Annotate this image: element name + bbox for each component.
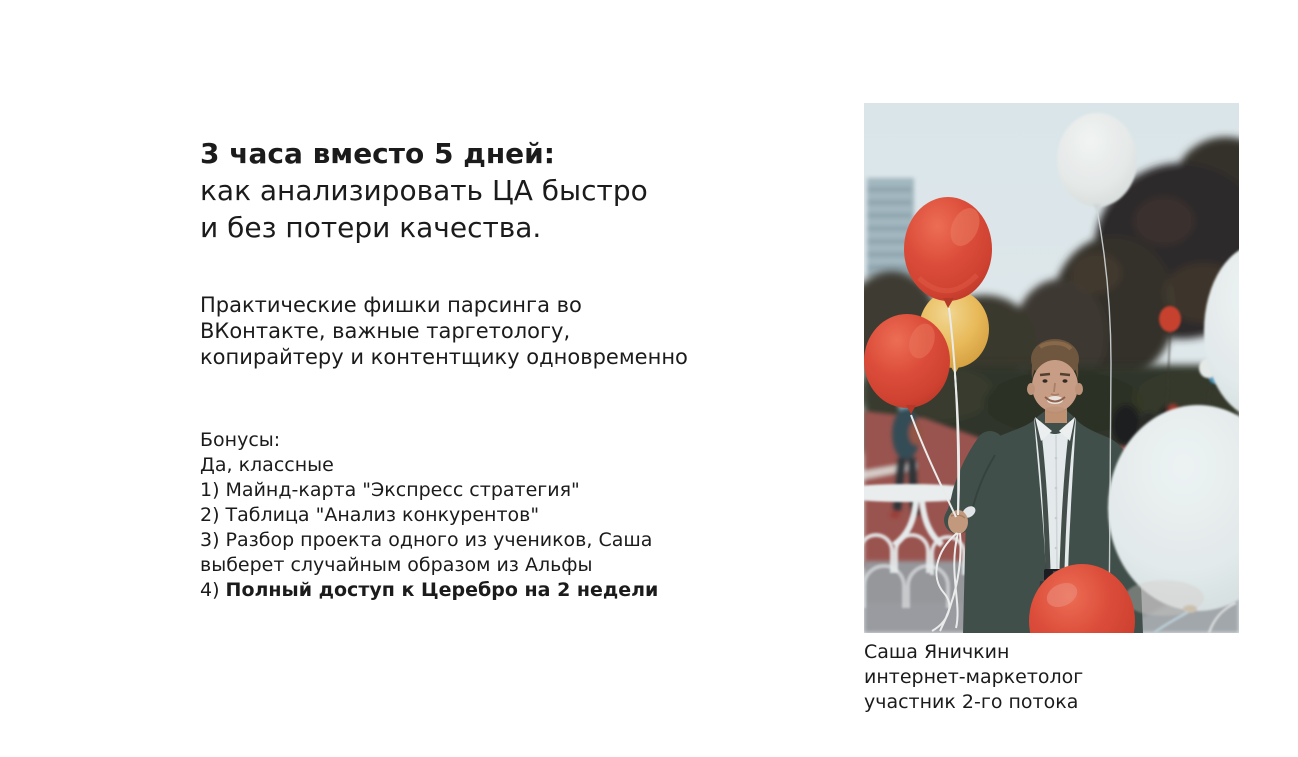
- bonus-subtitle: Да, классные: [200, 454, 334, 476]
- photo-illustration: [864, 103, 1239, 633]
- caption-name: Саша Яничкин: [864, 641, 1010, 663]
- photo-caption: [864, 640, 1083, 715]
- caption-cohort: участник 2-го потока: [864, 691, 1079, 713]
- bonus-item-4-bold: Полный доступ к Церебро на 2 недели: [225, 579, 659, 601]
- headline-line2: как анализировать ЦА быстро: [200, 174, 648, 207]
- photo-tint: [864, 103, 1239, 633]
- bonus-item-4-prefix: 4): [200, 579, 226, 601]
- bonus-item-2: 2) Таблица "Анализ конкурентов": [200, 504, 540, 526]
- headline: [200, 135, 648, 246]
- bonus-item-3-line1: 3) Разбор проекта одного из учеников, Саша: [200, 529, 653, 551]
- description-line3: копирайтеру и контентщику одновременно: [200, 345, 688, 369]
- description-line2: ВКонтакте, важные таргетологу,: [200, 319, 571, 343]
- headline-emphasis: 3 часа вместо 5 дней:: [200, 137, 555, 170]
- caption-role: интернет-маркетолог: [864, 666, 1084, 688]
- participant-photo: [864, 103, 1239, 633]
- bonus-item-3-line2: выберет случайным образом из Альфы: [200, 554, 593, 576]
- bonus-title: Бонусы:: [200, 429, 281, 451]
- description-line1: Практические фишки парсинга во: [200, 293, 582, 317]
- headline-line3: и без потери качества.: [200, 211, 542, 244]
- description: [200, 292, 688, 370]
- bonus-item-4: [200, 578, 658, 603]
- bonus-list: [200, 428, 658, 603]
- bonus-item-1: 1) Майнд-карта "Экспресс стратегия": [200, 479, 580, 501]
